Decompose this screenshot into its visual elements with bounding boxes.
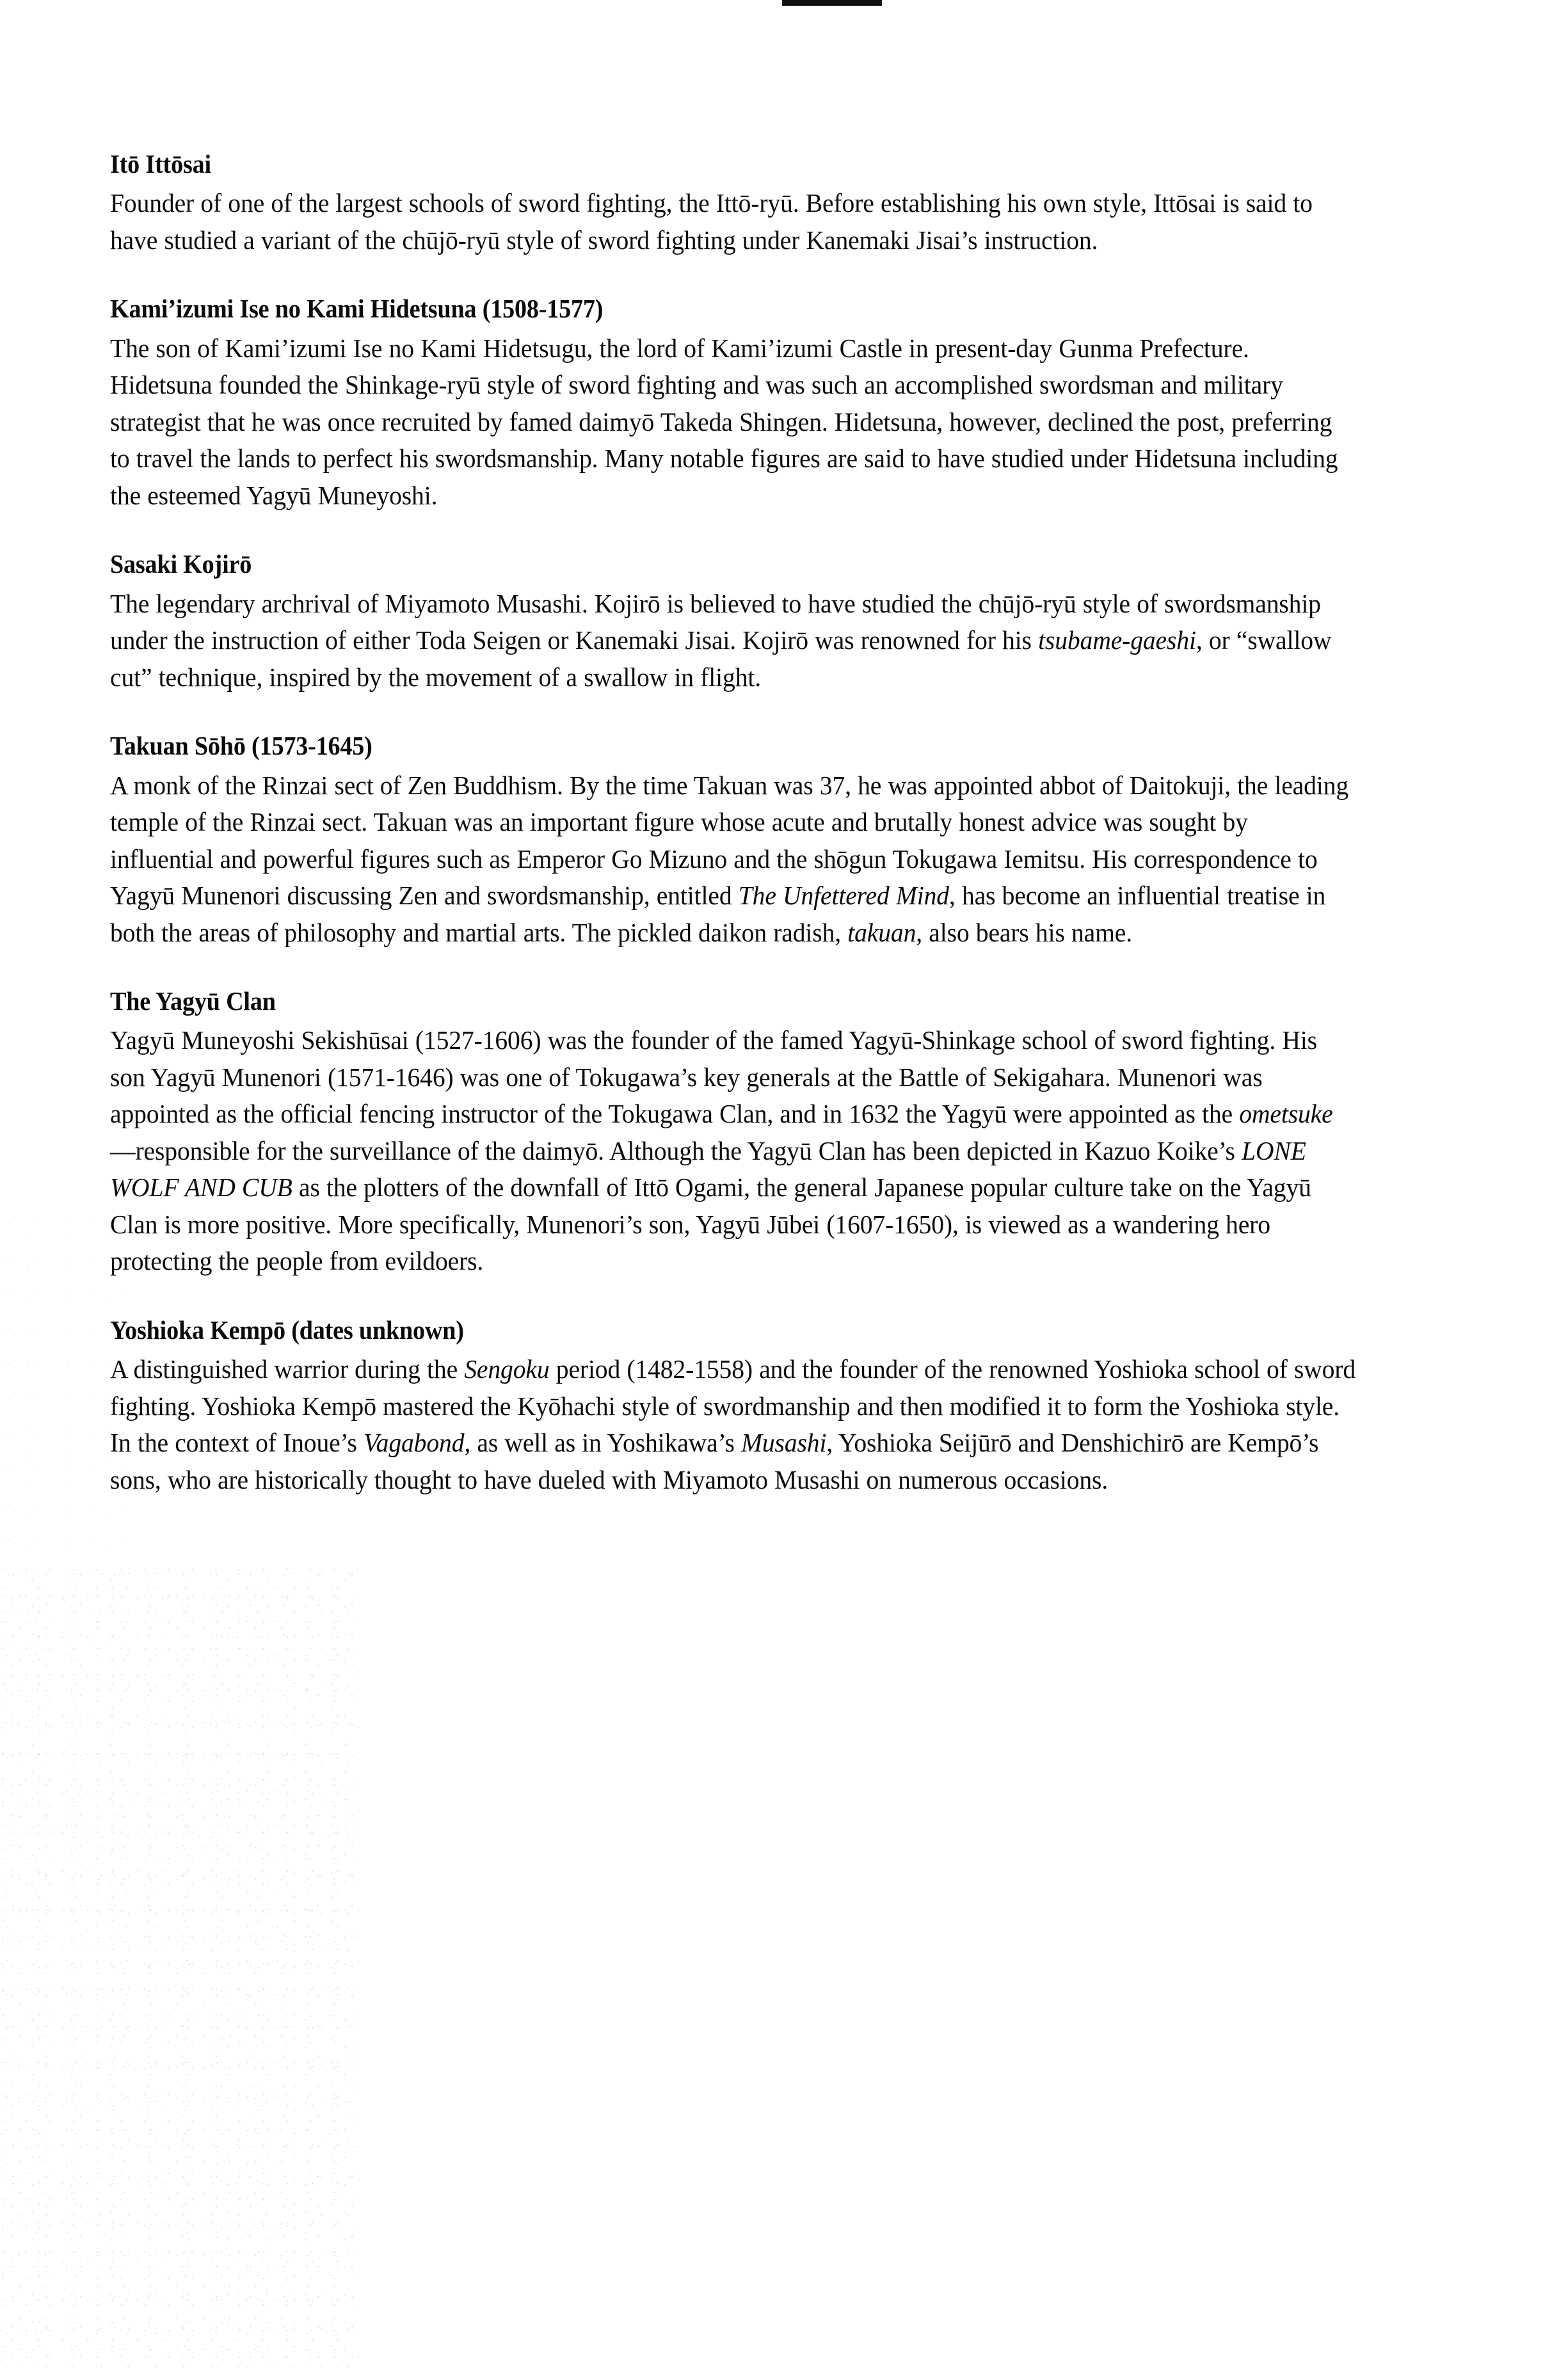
section-paragraph: Yagyū Muneyoshi Sekishūsai (1527-1606) was the founder of the famed Yagyū-Shinkage school of sword fighting. His son Yagyū Munenori (1571-1646) was one of Tokugawa’s key generals at the Battle of Sekigahara. Munenori was appointed as the official fencing instructor of the Tokugawa Clan, and in 1632 the Yagyū were appointed as the ometsuke—responsible for the surveillance of the daimyō. Although the Yagyū Clan has been depicted in Kazuo Koike’s LONE WOLF AND CUB as the plotters of the downfall of Ittō Ogami, the general Japanese popular culture take on the Yagyū Clan is more positive. More specifically, Munenori’s son, Yagyū Jūbei (1607-1650), is viewed as a wandering hero protecting the people from evildoers. [110, 1025, 1333, 1276]
section-kamiizumi-hidetsuna [110, 293, 1416, 514]
section-paragraph: A monk of the Rinzai sect of Zen Buddhism. By the time Takuan was 37, he was appointed abbot of Daitokuji, the leading temple of the Rinzai sect. Takuan was an important figure whose acute and brutally honest advice was sought by influential and powerful figures such as Emperor Go Mizuno and the shōgun Tokugawa Iemitsu. His correspondence to Yagyū Munenori discussing Zen and swordsmanship, entitled The Unfettered Mind, has become an influential treatise in both the areas of philosophy and martial arts. The pickled daikon radish, takuan, also bears his name. [110, 770, 1349, 947]
section-paragraph: Founder of one of the largest schools of sword fighting, the Ittō-ryū. Before establishing his own style, Ittōsai is said to have studied a variant of the chūjō-ryū style of sword fighting under Kanemaki Jisai’s instruction. [110, 188, 1313, 255]
scan-noise-lower-left [0, 1568, 358, 2368]
section-heading: Sasaki Kojirō [110, 549, 252, 579]
section-heading: Itō Ittōsai [110, 149, 211, 179]
section-ito-ittosai [110, 148, 1416, 259]
section-paragraph: The son of Kami’izumi Ise no Kami Hidetsugu, the lord of Kami’izumi Castle in present-day Gunma Prefecture. Hidetsuna founded the Shinkage-ryū style of sword fighting and was such an accomplished swordsman and military strategist that he was once recruited by famed daimyō Takeda Shingen. Hidetsuna, however, declined the post, preferring to travel the lands to perfect his swordsmanship. Many notable figures are said to have studied under Hidetsuna including the esteemed Yagyū Muneyoshi. [110, 333, 1338, 510]
section-heading: Takuan Sōhō (1573-1645) [110, 731, 372, 761]
section-sasaki-kojiro [110, 548, 1416, 696]
section-heading: Kami’izumi Ise no Kami Hidetsuna (1508-1577) [110, 294, 604, 324]
scan-noise-left-margin [0, 1216, 128, 1664]
section-heading: Yoshioka Kempō (dates unknown) [110, 1315, 464, 1345]
document-body [110, 148, 1416, 1498]
section-the-yagyu-clan [110, 986, 1416, 1280]
section-paragraph: A distinguished warrior during the Sengoku period (1482-1558) and the founder of the renowned Yoshioka school of sword fighting. Yoshioka Kempō mastered the Kyōhachi style of swordmanship and then modified it to form the Yoshioka style. In the context of Inoue’s Vagabond, as well as in Yoshikawa’s Musashi, Yoshioka Seijūrō and Denshichirō are Kempō’s sons, who are historically thought to have dueled with Miyamoto Musashi on numerous occasions. [110, 1354, 1356, 1494]
section-takuan-soho [110, 730, 1416, 951]
scan-artifact-bar [782, 0, 882, 6]
section-yoshioka-kempo [110, 1315, 1416, 1498]
section-paragraph: The legendary archrival of Miyamoto Musashi. Kojirō is believed to have studied the chūjō-ryū style of swordsmanship under the instruction of either Toda Seigen or Kanemaki Jisai. Kojirō was renowned for his tsubame-gaeshi, or “swallow cut” technique, inspired by the movement of a swallow in flight. [110, 588, 1332, 692]
section-heading: The Yagyū Clan [110, 986, 276, 1016]
